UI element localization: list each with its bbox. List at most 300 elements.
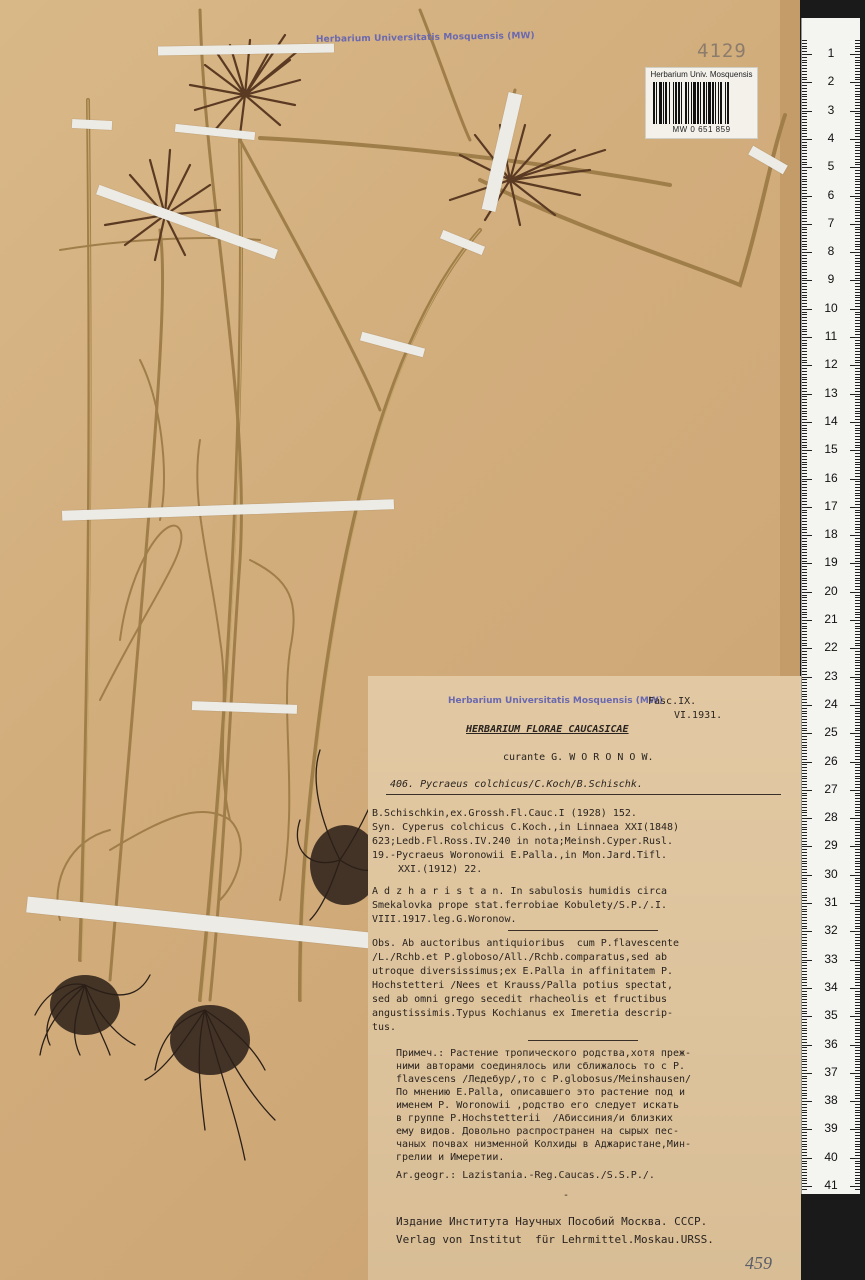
- ruler-tick: [802, 198, 807, 199]
- ruler-tick: [802, 139, 812, 140]
- ruler-tick: [802, 391, 807, 392]
- ruler-tick: [855, 238, 860, 239]
- ruler-tick: [802, 1163, 807, 1164]
- ruler-tick: [802, 895, 807, 896]
- ruler-tick: [855, 569, 860, 570]
- ruler-tick: [802, 637, 807, 638]
- ruler-tick: [855, 1161, 860, 1162]
- ruler-tick: [802, 340, 807, 341]
- ruler-tick: [855, 1090, 860, 1091]
- ruler-tick: [855, 645, 860, 646]
- ruler-tick: [855, 682, 860, 683]
- barcode-bar: [715, 82, 716, 124]
- ruler-tick: [802, 954, 807, 955]
- ruler-tick: [855, 320, 860, 321]
- ruler-tick: [855, 481, 860, 482]
- ruler-tick: [855, 65, 860, 66]
- label-obs-2: utroque diversissimus;ex E.Palla in affinitatem P.: [372, 966, 674, 977]
- ruler-tick: [855, 914, 860, 915]
- ruler-tick: [855, 1124, 860, 1125]
- ruler-tick: [855, 804, 860, 805]
- ruler-tick: [802, 413, 807, 414]
- ruler-tick: [802, 439, 807, 440]
- ruler-tick: [855, 269, 860, 270]
- ruler-tick: [855, 476, 860, 477]
- ruler-tick: [855, 671, 860, 672]
- ruler-tick: [855, 654, 860, 655]
- barcode-bar: [653, 82, 655, 124]
- ruler-tick: [855, 396, 860, 397]
- ruler-tick: [802, 631, 807, 632]
- ruler-tick: [802, 657, 807, 658]
- ruler-tick: [855, 651, 860, 652]
- ruler-tick: [802, 244, 807, 245]
- ruler-number: 26: [824, 753, 838, 768]
- label-dash: -: [563, 1190, 570, 1201]
- ruler-tick: [802, 125, 807, 126]
- ruler-tick: [802, 377, 807, 378]
- ruler-tick: [802, 108, 807, 109]
- ruler-tick: [802, 880, 807, 881]
- ruler-tick: [802, 292, 807, 293]
- ruler-tick: [802, 883, 807, 884]
- ruler-tick: [802, 379, 807, 380]
- ruler-tick: [802, 283, 807, 284]
- ruler-tick: [802, 196, 812, 197]
- ruler-tick: [802, 620, 812, 621]
- ruler-tick: [802, 821, 807, 822]
- ruler-tick: [802, 1039, 807, 1040]
- ruler-tick: [802, 320, 807, 321]
- ruler-tick: [802, 546, 807, 547]
- ruler-tick: [802, 91, 807, 92]
- ruler-tick: [855, 1005, 860, 1006]
- label-geogr: Ar.geogr.: Lazistania.-Reg.Caucas./S.S.P./.: [396, 1170, 655, 1181]
- ruler-tick: [802, 829, 807, 830]
- ruler-tick: [855, 1127, 860, 1128]
- ruler-tick: [855, 71, 860, 72]
- label-ru-7: чаных почвах низменной Колхиды в Аджаристане,Мин-: [396, 1139, 692, 1150]
- ruler-tick: [802, 827, 807, 828]
- label-obs-1: /L./Rchb.et P.globoso/All./Rchb.comparatus,sed ab: [372, 952, 668, 963]
- ruler-tick: [802, 190, 807, 191]
- ruler-tick: [855, 1039, 860, 1040]
- ruler-tick: [850, 479, 860, 480]
- ruler-tick: [855, 136, 860, 137]
- ruler-tick: [802, 818, 812, 819]
- barcode-bar: [663, 82, 664, 124]
- ruler-tick: [855, 445, 860, 446]
- barcode-title: Herbarium Univ. Mosquensis: [650, 70, 753, 79]
- ruler-tick: [802, 96, 807, 97]
- ruler-tick: [802, 1036, 807, 1037]
- ruler-tick: [802, 580, 807, 581]
- ruler-tick: [802, 595, 807, 596]
- ruler-tick: [802, 962, 807, 963]
- ruler-tick: [802, 832, 807, 833]
- ruler-tick: [855, 518, 860, 519]
- ruler-tick: [802, 773, 807, 774]
- ruler-tick: [855, 634, 860, 635]
- ruler-tick: [855, 340, 860, 341]
- ruler-tick: [850, 960, 860, 961]
- ruler-tick: [855, 1152, 860, 1153]
- ruler-tick: [855, 1180, 860, 1181]
- ruler-tick: [802, 269, 807, 270]
- ruler-tick: [855, 979, 860, 980]
- ruler-tick: [855, 1169, 860, 1170]
- ruler-tick: [802, 677, 812, 678]
- ruler-tick: [855, 447, 860, 448]
- barcode-number: MW 0 651 859: [672, 125, 731, 134]
- ruler-number: 31: [824, 895, 838, 909]
- ruler-tick: [802, 354, 807, 355]
- ruler-tick: [802, 467, 807, 468]
- ruler-tick: [802, 184, 807, 185]
- ruler-tick: [855, 1022, 860, 1023]
- ruler-tick: [802, 1053, 807, 1054]
- ruler-tick: [802, 753, 807, 754]
- barcode-bar: [718, 82, 719, 124]
- ruler-tick: [855, 957, 860, 958]
- ruler-tick: [855, 555, 860, 556]
- ruler-tick: [855, 173, 860, 174]
- ruler-number: 7: [827, 215, 835, 230]
- ruler-tick: [802, 1064, 807, 1065]
- ruler-tick: [855, 529, 860, 530]
- ruler-tick: [855, 558, 860, 559]
- ruler-tick: [850, 1016, 860, 1017]
- ruler-tick: [802, 926, 807, 927]
- ruler-tick: [855, 122, 860, 123]
- ruler-tick: [855, 317, 860, 318]
- ruler-tick: [855, 773, 860, 774]
- ruler-tick: [855, 640, 860, 641]
- ruler-tick: [802, 597, 807, 598]
- ruler-tick: [855, 108, 860, 109]
- ruler-tick: [855, 462, 860, 463]
- ruler-tick: [802, 784, 807, 785]
- ruler-tick: [802, 74, 807, 75]
- ruler-tick: [802, 801, 807, 802]
- ruler-tick: [850, 648, 860, 649]
- ruler-tick: [855, 99, 860, 100]
- ruler-tick: [802, 1146, 807, 1147]
- ruler-tick: [850, 1045, 860, 1046]
- ruler-tick: [855, 473, 860, 474]
- ruler-tick: [855, 1042, 860, 1043]
- ruler-tick: [855, 832, 860, 833]
- ruler-tick: [802, 255, 807, 256]
- ruler-tick: [855, 147, 860, 148]
- ruler-tick: [802, 173, 807, 174]
- ruler-tick: [802, 147, 807, 148]
- ruler-tick: [802, 385, 807, 386]
- ruler-tick: [802, 1183, 807, 1184]
- ruler-tick: [802, 447, 807, 448]
- ruler-tick: [855, 708, 860, 709]
- ruler-tick: [855, 711, 860, 712]
- ruler-tick: [802, 538, 807, 539]
- label-ru-4: именем P. Woronowii ,родство его следует искать: [396, 1100, 679, 1111]
- ruler-tick: [802, 142, 807, 143]
- ruler-tick: [855, 314, 860, 315]
- ruler-tick: [855, 362, 860, 363]
- ruler-tick: [855, 1050, 860, 1051]
- ruler-tick: [850, 280, 860, 281]
- ruler-tick: [802, 484, 807, 485]
- ruler-tick: [802, 858, 807, 859]
- ruler-tick: [802, 920, 807, 921]
- ruler-tick: [802, 1149, 807, 1150]
- ruler-tick: [855, 1033, 860, 1034]
- ruler-tick: [855, 133, 860, 134]
- ruler-tick: [802, 456, 807, 457]
- ruler-tick: [855, 609, 860, 610]
- ruler-tick: [802, 968, 807, 969]
- ruler-tick: [802, 227, 807, 228]
- ruler-tick: [850, 535, 860, 536]
- ruler-tick: [802, 770, 807, 771]
- ruler-tick: [802, 1158, 812, 1159]
- ruler-tick: [802, 266, 807, 267]
- ruler-tick: [802, 835, 807, 836]
- ruler-tick: [802, 1045, 812, 1046]
- ruler-tick: [802, 1095, 807, 1096]
- ruler-tick: [802, 1030, 807, 1031]
- ruler-tick: [802, 48, 807, 49]
- ruler-tick: [802, 1028, 807, 1029]
- ruler-tick: [802, 795, 807, 796]
- ruler-tick: [855, 1002, 860, 1003]
- ruler-tick: [855, 911, 860, 912]
- divider: [386, 794, 781, 795]
- label-stamp: Herbarium Universitatis Mosquensis (MW): [448, 696, 663, 706]
- ruler-tick: [802, 569, 807, 570]
- ruler-tick: [802, 1008, 807, 1009]
- divider: [528, 1040, 638, 1041]
- ruler-tick: [802, 518, 807, 519]
- ruler-tick: [855, 334, 860, 335]
- ruler-tick: [855, 263, 860, 264]
- ruler-tick: [855, 215, 860, 216]
- ruler-tick: [802, 648, 812, 649]
- ruler-tick: [802, 660, 807, 661]
- ruler-tick: [855, 900, 860, 901]
- ruler-tick: [855, 1047, 860, 1048]
- ruler-tick: [855, 1118, 860, 1119]
- ruler-number: 9: [827, 272, 835, 287]
- label-obs-4: sed ab omni grego secedit rhacheolis et fructibus: [372, 994, 668, 1005]
- ruler-tick: [802, 524, 807, 525]
- ruler-tick: [855, 286, 860, 287]
- ruler-tick: [802, 507, 812, 508]
- ruler-tick: [855, 94, 860, 95]
- ruler-tick: [802, 286, 807, 287]
- ruler-tick: [855, 1059, 860, 1060]
- ruler-tick: [855, 527, 860, 528]
- ruler-tick: [855, 348, 860, 349]
- ruler-tick: [802, 1172, 807, 1173]
- ruler-tick: [802, 1144, 807, 1145]
- ruler-tick: [855, 62, 860, 63]
- ruler-tick: [855, 244, 860, 245]
- ruler-tick: [855, 1104, 860, 1105]
- ruler-tick: [802, 99, 807, 100]
- ruler-tick: [850, 592, 860, 593]
- ruler-tick: [802, 934, 807, 935]
- ruler-tick: [855, 210, 860, 211]
- divider: [508, 930, 658, 931]
- accession-number: 4129: [697, 40, 747, 62]
- ruler-tick: [855, 430, 860, 431]
- ruler-tick: [850, 1158, 860, 1159]
- ruler-tick: [855, 798, 860, 799]
- ruler-tick: [850, 54, 860, 55]
- ruler-tick: [802, 739, 807, 740]
- ruler-tick: [855, 85, 860, 86]
- ruler-tick: [855, 662, 860, 663]
- ruler-tick: [802, 473, 807, 474]
- ruler-tick: [802, 1090, 807, 1091]
- ruler-tick: [802, 612, 807, 613]
- ruler-tick: [855, 1149, 860, 1150]
- ruler-tick: [855, 787, 860, 788]
- ruler-tick: [855, 835, 860, 836]
- ruler-tick: [855, 408, 860, 409]
- ruler-tick: [802, 911, 807, 912]
- ruler-tick: [802, 716, 807, 717]
- ruler-tick: [855, 116, 860, 117]
- ruler-tick: [802, 1169, 807, 1170]
- ruler-number: 13: [824, 385, 838, 400]
- ruler-tick: [855, 218, 860, 219]
- ruler-tick: [855, 371, 860, 372]
- ruler-tick: [802, 1019, 807, 1020]
- ruler-tick: [802, 878, 807, 879]
- label-locality-2: VIII.1917.leg.G.Woronow.: [372, 914, 517, 925]
- ruler-tick: [855, 1076, 860, 1077]
- ruler-tick: [850, 507, 860, 508]
- ruler-tick: [802, 382, 807, 383]
- ruler-number: 15: [824, 442, 838, 457]
- ruler-tick: [855, 1183, 860, 1184]
- ruler-tick: [855, 745, 860, 746]
- label-fasc: Fasc.IX.: [648, 696, 697, 707]
- ruler-tick: [850, 111, 860, 112]
- ruler-tick: [802, 1135, 807, 1136]
- ruler-tick: [802, 510, 807, 511]
- ruler-tick: [855, 235, 860, 236]
- ruler-tick: [855, 795, 860, 796]
- barcode-bar: [725, 82, 726, 124]
- ruler-tick: [855, 827, 860, 828]
- ruler-tick: [850, 167, 860, 168]
- ruler-tick: [802, 261, 807, 262]
- ruler-tick: [802, 719, 807, 720]
- ruler-tick: [802, 787, 807, 788]
- ruler-tick: [855, 1028, 860, 1029]
- ruler-number: 20: [824, 583, 838, 598]
- ruler-tick: [802, 578, 807, 579]
- ruler-number: 32: [824, 923, 838, 938]
- ruler-tick: [855, 575, 860, 576]
- label-date: VI.1931.: [674, 710, 723, 721]
- ruler-tick: [855, 436, 860, 437]
- ruler-tick: [802, 1061, 807, 1062]
- label-obs-6: tus.: [372, 1022, 397, 1033]
- ruler-tick: [802, 1013, 807, 1014]
- ruler-tick: [802, 742, 807, 743]
- ruler-tick: [802, 960, 812, 961]
- ruler-tick: [855, 793, 860, 794]
- ruler-tick: [855, 739, 860, 740]
- ruler-tick: [802, 326, 807, 327]
- ruler-tick: [855, 379, 860, 380]
- ruler-number: 35: [824, 1008, 838, 1023]
- ruler-tick: [802, 699, 807, 700]
- label-locality-0: A d z h a r i s t a n. In sabulosis humidis circa: [372, 886, 668, 897]
- ruler-tick: [855, 928, 860, 929]
- ruler-tick: [802, 705, 812, 706]
- ruler-tick: [802, 512, 807, 513]
- ruler-tick: [802, 688, 807, 689]
- ruler-tick: [802, 586, 807, 587]
- ruler-tick: [802, 1101, 812, 1102]
- ruler-tick: [850, 931, 860, 932]
- ruler-tick: [802, 156, 807, 157]
- ruler-tick: [855, 382, 860, 383]
- label-species: 406. Pycraeus colchicus/C.Koch/B.Schischk.: [390, 779, 643, 790]
- ruler-number: 17: [824, 498, 838, 513]
- ruler-tick: [855, 869, 860, 870]
- ruler-tick: [802, 111, 812, 112]
- ruler-tick: [855, 221, 860, 222]
- ruler-tick: [802, 1138, 807, 1139]
- ruler-tick: [802, 360, 807, 361]
- ruler-tick: [802, 371, 807, 372]
- ruler-tick: [855, 399, 860, 400]
- ruler-tick: [802, 917, 807, 918]
- ruler-tick: [802, 1084, 807, 1085]
- ruler-tick: [802, 162, 807, 163]
- barcode-bar: [712, 82, 714, 124]
- ruler-number: 22: [824, 640, 838, 655]
- ruler-tick: [802, 679, 807, 680]
- ruler-tick: [802, 747, 807, 748]
- ruler-tick: [855, 1095, 860, 1096]
- ruler-tick: [855, 923, 860, 924]
- ruler-tick: [855, 951, 860, 952]
- ruler-tick: [802, 453, 807, 454]
- ruler-tick: [850, 1186, 860, 1187]
- ruler-tick: [855, 1013, 860, 1014]
- ruler-tick: [855, 501, 860, 502]
- ruler-tick: [802, 736, 807, 737]
- label-title: HERBARIUM FLORAE CAUCASICAE: [466, 724, 629, 735]
- ruler-tick: [802, 846, 812, 847]
- ruler-tick: [802, 263, 807, 264]
- ruler-tick: [855, 464, 860, 465]
- ruler-tick: [802, 1022, 807, 1023]
- ruler-tick: [855, 906, 860, 907]
- ruler-tick: [802, 258, 807, 259]
- ruler-tick: [855, 1155, 860, 1156]
- ruler-tick: [855, 303, 860, 304]
- ruler-tick: [802, 940, 807, 941]
- ruler-number: 28: [824, 810, 838, 825]
- ruler-tick: [855, 521, 860, 522]
